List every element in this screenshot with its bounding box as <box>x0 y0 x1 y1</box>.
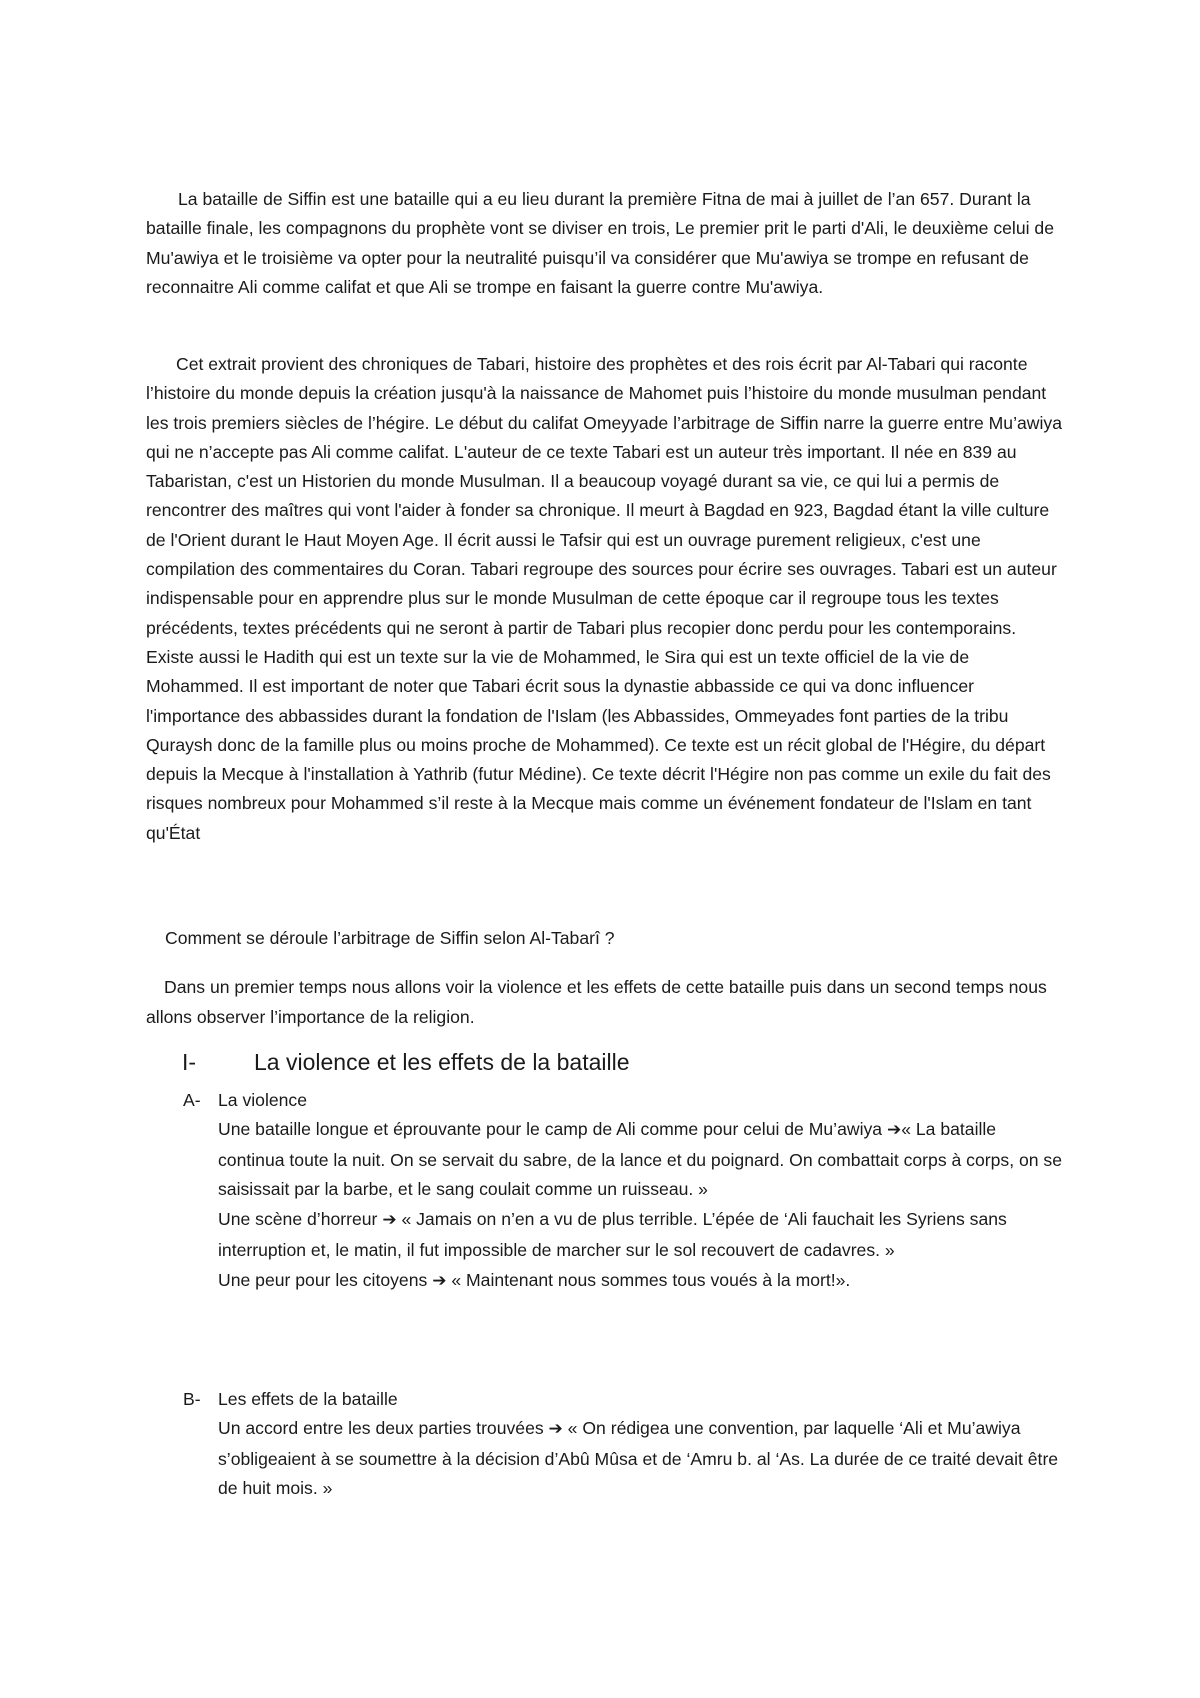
effects-item-1-quote: « On rédigea une convention, par laquelle ‘Ali et Mu’awiya s’obligeaient à se soumettre à la décision d’Abû Mûsa et de ‘Amru b. al ‘As. La durée de ce traité devait être de huit mois. » <box>218 1418 1059 1499</box>
violence-item-1-lead: Une bataille longue et éprouvante pour le camp de Ali comme pour celui de Mu’awiya <box>218 1119 887 1139</box>
intro-paragraph: La bataille de Siffin est une bataille qui a eu lieu durant la première Fitna de mai à juillet de l’an 657. Durant la bataille finale, les compagnons du prophète vont se diviser en trois, Le premier prit le parti d'Ali, le deuxième celui de Mu'awiya et le troisième va opter pour la neutralité puisqu’il va considérer que Mu'awiya se trompe en refusant de reconnaitre Ali comme califat et que Ali se trompe en faisant la guerre contre Mu'awiya. <box>146 189 1054 297</box>
arrow-right-icon: ➔ <box>548 1419 563 1439</box>
violence-item-2 <box>218 1205 1064 1265</box>
violence-item-1-quote: « La bataille continua toute la nuit. On se servait du sabre, de la lance et du poignard. On combattait corps à corps, on se saisissait par la barbe, et le sang coulait comme un ruisseau. » <box>218 1119 1063 1200</box>
violence-item-3-quote: « Maintenant nous sommes tous voués à la mort!». <box>446 1269 851 1290</box>
subsection-b-title: Les effets de la bataille <box>218 1389 398 1409</box>
violence-item-1 <box>218 1115 1064 1205</box>
arrow-right-icon: ➔ <box>382 1210 397 1231</box>
violence-item-2-quote: « Jamais on n’en a vu de plus terrible. L’épée de ‘Ali fauchait les Syriens sans interruption et, le matin, il fut impossible de marcher sur le sol recouvert de cadavres. » <box>218 1209 1007 1260</box>
violence-item-2-lead: Une scène d’horreur <box>218 1209 383 1230</box>
section-1-title: La violence et les effets de la bataille <box>254 1049 630 1075</box>
section-1-marker: I- <box>182 1049 197 1075</box>
subsection-b-marker: B- <box>183 1389 201 1409</box>
source-paragraph: Cet extrait provient des chroniques de Tabari, histoire des prophètes et des rois écrit par Al-Tabari qui raconte l’histoire du monde depuis la création jusqu'à la naissance de Mahomet puis l’histoire du monde musulman pendant les trois premiers siècles de l’hégire. Le début du califat Omeyyade l’arbitrage de Siffin narre la guerre entre Mu’awiya qui ne n’accepte pas Ali comme califat. L'auteur de ce texte Tabari est un auteur très important. Il née en 839 au Tabaristan, c'est un Historien du monde Musulman. Il a beaucoup voyagé durant sa vie, ce qui lui a permis de rencontrer des maîtres qui vont l'aider à fonder sa chronique. Il meurt à Bagdad en 923, Bagdad étant la ville culture de l'Orient durant le Haut Moyen Age. Il écrit aussi le Tafsir qui est un ouvrage purement religieux, c'est une compilation des commentaires du Coran. Tabari regroupe des sources pour écrire ses ouvrages. Tabari est un auteur indispensable pour en apprendre plus sur le monde Musulman de cette époque car il regroupe tous les textes précédents, textes précédents qui ne seront à partir de Tabari plus recopier donc perdu pour les contemporains. Existe aussi le Hadith qui est un texte sur la vie de Mohammed, le Sira qui est un texte officiel de la vie de Mohammed. Il est important de noter que Tabari écrit sous la dynastie abbasside ce qui va donc influencer l'importance des abbassides durant la fondation de l'Islam (les Abbassides, Ommeyades font parties de la tribu Quraysh donc de la famille plus ou moins proche de Mohammed). Ce texte est un récit global de l'Hégire, du départ depuis la Mecque à l'installation à Yathrib (futur Médine). Ce texte décrit l'Hégire non pas comme un exile du fait des risques nombreux pour Mohammed s’il reste à la Mecque mais comme un événement fondateur de l'Islam en tant qu'État <box>146 354 1062 843</box>
subsection-a-content <box>218 1115 1064 1296</box>
effects-item-1-lead: Un accord entre les deux parties trouvées <box>218 1418 549 1438</box>
subsection-b-content <box>218 1414 1064 1504</box>
subsection-a-title: La violence <box>218 1090 308 1110</box>
subsection-a-marker: A- <box>183 1090 201 1110</box>
violence-item-3-lead: Une peur pour les citoyens <box>218 1269 433 1290</box>
effects-item-1 <box>218 1414 1064 1504</box>
problematic-question: Comment se déroule l’arbitrage de Siffin selon Al-Tabarî ? <box>165 928 615 948</box>
arrow-right-icon: ➔ <box>886 1120 902 1140</box>
plan-paragraph: Dans un premier temps nous allons voir la violence et les effets de cette bataille puis dans un second temps nous allons observer l’importance de la religion. <box>146 977 1047 1027</box>
arrow-right-icon: ➔ <box>432 1270 447 1291</box>
violence-item-3 <box>218 1266 1064 1297</box>
